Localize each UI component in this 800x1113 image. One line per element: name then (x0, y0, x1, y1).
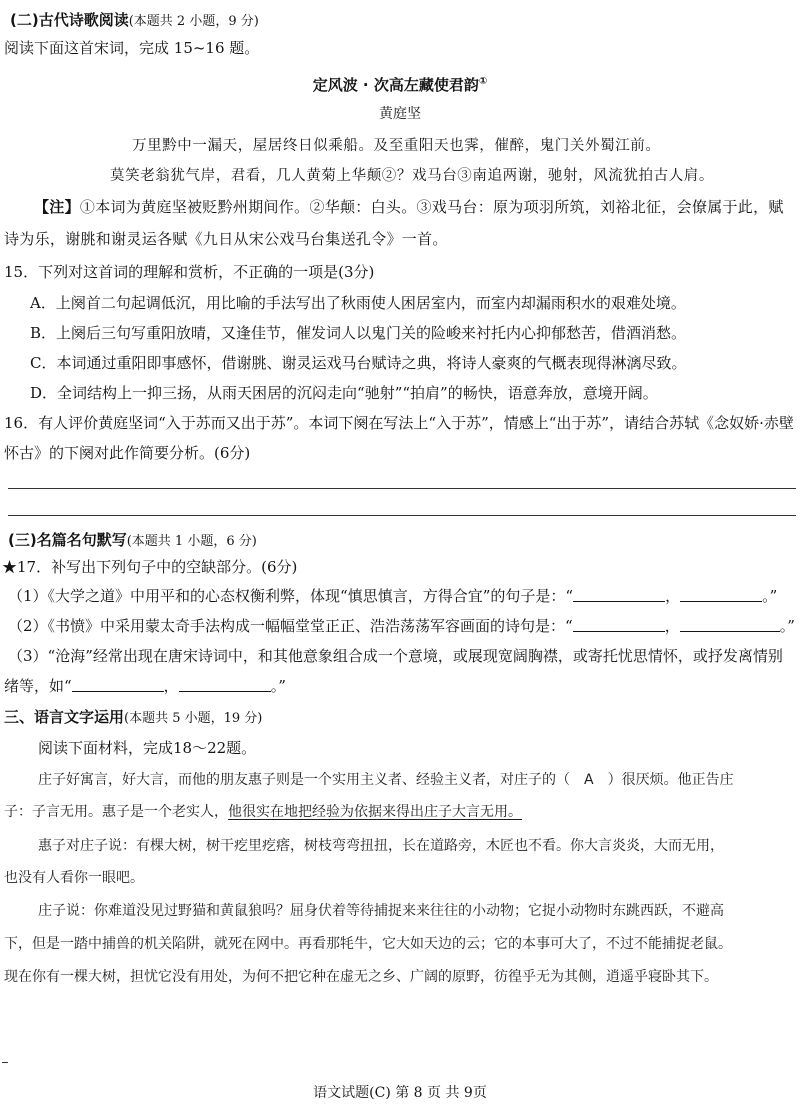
part3-instruction: 阅读下面材料，完成18～22题。 (38, 739, 257, 757)
comma: ， (664, 617, 680, 635)
comma: ， (665, 587, 681, 605)
answer-line-1[interactable] (8, 488, 796, 489)
poem-line-1: 万里黔中一漏天，屋居终日似乘船。及至重阳天也霁，催醉，鬼门关外蜀江前。 (132, 138, 661, 154)
period-close: 。” (779, 617, 795, 635)
q17-item-1-text: （1）《大学之道》中用平和的心态权衡利弊，体现“慎思慎言，方得合宜”的句子是：“ (8, 587, 574, 605)
q17-item-3-text: 绪等，如“ (4, 677, 72, 695)
underlined-sentence: 他很实在地把经验为依据来得出庄子大言无用。 (228, 804, 522, 820)
q15-stem: 15．下列对这首词的理解和赏析，不正确的一项是(3分) (4, 263, 375, 281)
q17-blank-1[interactable] (573, 587, 665, 602)
q16-line-1: 16．有人评价黄庭坚词“入于苏而又出于苏”。本词下阕在写法上“入于苏”，情感上“出于苏”，请结合苏轼《念奴娇·赤壁 (4, 414, 794, 432)
q17-item-2-text: （2）《书愤》中采用蒙太奇手法构成一幅幅堂堂正正、浩浩荡荡军容画面的诗句是：“ (8, 617, 573, 635)
period-close: 。” (270, 677, 286, 695)
q15-option-b: B．上阕后三句写重阳放晴，又逢佳节，催发词人以鬼门关的险峻来衬托内心抑郁愁苦，借酒消愁。 (30, 324, 687, 342)
q15-option-c: C．本词通过重阳即事感怀，借谢朓、谢灵运戏马台赋诗之典，将诗人豪爽的气概表现得淋漓尽致。 (30, 354, 687, 372)
section2-instruction: 阅读下面这首宋词，完成 15~16 题。 (4, 39, 260, 57)
section3-heading: (三)名篇名句默写 (8, 531, 127, 549)
part3-heading-row (4, 707, 262, 729)
note-text-1: ①本词为黄庭坚被贬黔州期间作。②华颠：白头。③戏马台：原为项羽所筑，刘裕北征，会僚属于此，赋 (79, 198, 784, 216)
section2-heading-row (10, 10, 259, 32)
answer-line-2[interactable] (8, 515, 796, 516)
poem-author: 黄庭坚 (379, 106, 421, 122)
note-line-2: 诗为乐，谢朓和谢灵运各赋《九日从宋公戏马台集送孔令》一首。 (4, 230, 448, 248)
q15-option-d: D．全词结构上一抑三扬，从雨天困居的沉闷走向“驰射”“拍肩”的畅快，语意奔放，意境开阔。 (30, 384, 658, 402)
q17-stem: ★17．补写出下列句子中的空缺部分。(6分) (2, 558, 298, 576)
q17-item-2 (8, 616, 795, 636)
passage-p3-line-2: 下，但是一踏中捕兽的机关陷阱，就死在网中。再看那牦牛，它大如天边的云；它的本事可大了，不过不能捕捉老鼠。 (4, 936, 732, 952)
q17-blank-6[interactable] (179, 677, 271, 692)
q17-blank-3[interactable] (573, 617, 665, 632)
poem-title-mark: ① (478, 76, 488, 87)
section2-heading-note: (本题共 2 小题，9 分) (128, 14, 259, 29)
section3-heading-row (8, 530, 257, 552)
q17-blank-2[interactable] (680, 587, 762, 602)
part3-heading: 三、语言文字运用 (4, 708, 125, 726)
passage-p2-line-2: 也没有人看你一眼吧。 (4, 870, 144, 886)
passage-p2-line-1: 惠子对庄子说：有棵大树，树干疙里疙瘩，树枝弯弯扭扭，长在道路旁，木匠也不看。你大言炎炎，大而无用， (38, 838, 724, 854)
comma: ， (163, 677, 179, 695)
section2-heading: (二)古代诗歌阅读 (10, 11, 129, 29)
passage-p3-line-3: 现在你有一棵大树，担忧它没有用处，为何不把它种在虚无之乡、广阔的原野，彷徨乎无为其侧，逍遥乎寝卧其下。 (4, 969, 718, 985)
q15-option-a: A．上阕首二句起调低沉，用比喻的手法写出了秋雨使人困居室内，而室内却漏雨积水的艰难处境。 (30, 294, 686, 312)
poem-title-row (0, 72, 800, 95)
note-label: 【注】 (34, 198, 80, 216)
passage-p1-line-2 (4, 802, 522, 822)
q17-blank-5[interactable] (72, 677, 164, 692)
part3-heading-note: (本题共 5 小题，19 分) (124, 711, 263, 726)
section3-heading-note: (本题共 1 小题，6 分) (126, 534, 257, 549)
passage-p1-line-1: 庄子好寓言，好大言，而他的朋友惠子则是一个实用主义者、经验主义者，对庄子的（ A ）很厌烦。他正告庄 (38, 772, 734, 788)
poem-title: 定风波 · 次高左藏使君韵 (312, 76, 479, 94)
passage-p1-text: 子：子言无用。惠子是一个老实人， (4, 804, 228, 820)
page-footer: 语文试题(C) 第 8 页 共 9页 (313, 1085, 487, 1101)
q16-line-2: 怀古》的下阕对此作简要分析。(6分) (4, 444, 251, 462)
poem-line-2: 莫笑老翁犹气岸，君看，几人黄菊上华颠②？戏马台③南追两谢，驰射，风流犹拍古人肩。 (110, 168, 714, 184)
margin-mark (2, 1062, 8, 1063)
q17-item-1 (8, 586, 777, 606)
q17-blank-4[interactable] (680, 617, 780, 632)
note-line-1 (34, 197, 784, 217)
period-close: 。” (762, 587, 778, 605)
q17-item-3-line-1: （3）“沧海”经常出现在唐宋诗词中，和其他意象组合成一个意境，或展现宽阔胸襟，或寄托忧思情怀，或抒发离情别 (8, 647, 783, 665)
q17-item-3-line-2 (4, 676, 286, 696)
passage-p3-line-1: 庄子说：你难道没见过野猫和黄鼠狼吗？屈身伏着等待捕捉来来往往的小动物；它捉小动物时东跳西跃，不避高 (38, 903, 724, 919)
